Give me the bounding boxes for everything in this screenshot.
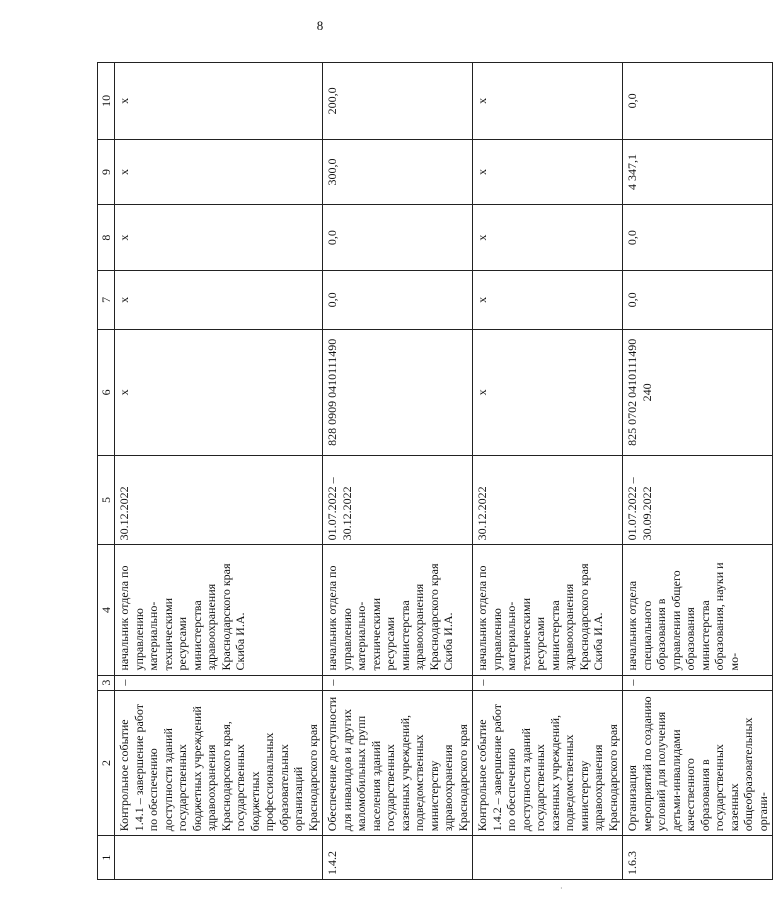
value-cell-7: 0,0 bbox=[323, 270, 473, 329]
value-cell-8: 0,0 bbox=[623, 205, 773, 271]
event-name-cell: Контрольное событие 1.4.2 – завершение работ по обеспечению доступности зданий государственных казенных учреждений, подведомственных министерству здравоохранения Краснодарского края bbox=[473, 690, 623, 835]
budget-code-cell: 828 0909 0410111490 bbox=[323, 329, 473, 455]
term-cell: 30.12.2022 bbox=[473, 455, 623, 545]
table-row bbox=[623, 63, 773, 880]
value-cell-7: x bbox=[473, 270, 623, 329]
value-cell-10: 200,0 bbox=[323, 63, 473, 140]
event-name-cell: Организация мероприятий по созданию условий для получения детьми-инвалидами качественного образования в государственных казенных общеобразовательных органи- bbox=[623, 690, 773, 835]
rotated-table-wrapper bbox=[97, 62, 770, 880]
scan-dot: · bbox=[560, 884, 563, 893]
col3-cell: – bbox=[623, 675, 773, 690]
event-name-cell: Контрольное событие 1.4.1 – завершение работ по обеспечению доступности зданий государственных бюджетных учреждений здравоохранения Краснодарского края, государственных бюджетных профессиональных образовательных организаций Краснодарского края bbox=[115, 690, 323, 835]
page-number: 8 bbox=[316, 18, 324, 33]
budget-code-cell: x bbox=[473, 329, 623, 455]
value-cell-9: 4 347,1 bbox=[623, 139, 773, 205]
responsible-cell: начальник отдела специального образования в управлении общего образования министерства образования, науки и мо- bbox=[623, 545, 773, 675]
value-cell-8: x bbox=[473, 205, 623, 271]
value-cell-9: x bbox=[115, 139, 323, 205]
responsible-cell: начальник отдела по управлению материально-техническими ресурсами министерства здравоохранения Краснодарского края Скиба И.А. bbox=[323, 545, 473, 675]
table-row bbox=[115, 63, 323, 880]
header-cell: 7 bbox=[98, 270, 115, 329]
value-cell-9: x bbox=[473, 139, 623, 205]
row-number-cell: 1.6.3 bbox=[623, 836, 773, 880]
value-cell-7: 0,0 bbox=[623, 270, 773, 329]
row-number-cell: 1.4.2 bbox=[323, 836, 473, 880]
plan-table bbox=[97, 62, 773, 880]
header-cell: 4 bbox=[98, 545, 115, 675]
term-cell: 01.07.2022 – 30.12.2022 bbox=[323, 455, 473, 545]
header-cell: 10 bbox=[98, 63, 115, 140]
header-cell: 8 bbox=[98, 205, 115, 271]
value-cell-10: 0,0 bbox=[623, 63, 773, 140]
term-cell: 01.07.2022 – 30.09.2022 bbox=[623, 455, 773, 545]
row-number-cell bbox=[473, 836, 623, 880]
header-row bbox=[98, 63, 115, 880]
budget-code-cell: 825 0702 0410111490 240 bbox=[623, 329, 773, 455]
value-cell-8: x bbox=[115, 205, 323, 271]
col3-cell: – bbox=[473, 675, 623, 690]
header-cell: 2 bbox=[98, 690, 115, 835]
header-cell: 6 bbox=[98, 329, 115, 455]
header-cell: 9 bbox=[98, 139, 115, 205]
table-row bbox=[473, 63, 623, 880]
header-cell: 1 bbox=[98, 836, 115, 880]
budget-code-cell: x bbox=[115, 329, 323, 455]
table-area bbox=[97, 62, 770, 880]
value-cell-7: x bbox=[115, 270, 323, 329]
responsible-cell: начальник отдела по управлению материально-техническими ресурсами министерства здравоохранения Краснодарского края Скиба И.А. bbox=[115, 545, 323, 675]
event-name-cell: Обеспечение доступности для инвалидов и других маломобильных групп населения зданий государственных казенных учреждений, подведомственных министерству здравоохранения Краснодарского края bbox=[323, 690, 473, 835]
value-cell-10: x bbox=[473, 63, 623, 140]
term-cell: 30.12.2022 bbox=[115, 455, 323, 545]
value-cell-10: x bbox=[115, 63, 323, 140]
value-cell-8: 0,0 bbox=[323, 205, 473, 271]
row-number-cell bbox=[115, 836, 323, 880]
header-cell: 5 bbox=[98, 455, 115, 545]
header-cell: 3 bbox=[98, 675, 115, 690]
col3-cell: – bbox=[115, 675, 323, 690]
col3-cell: – bbox=[323, 675, 473, 690]
responsible-cell: начальник отдела по управлению материально-техническими ресурсами министерства здравоохранения Краснодарского края Скиба И.А. bbox=[473, 545, 623, 675]
value-cell-9: 300,0 bbox=[323, 139, 473, 205]
table-row bbox=[323, 63, 473, 880]
